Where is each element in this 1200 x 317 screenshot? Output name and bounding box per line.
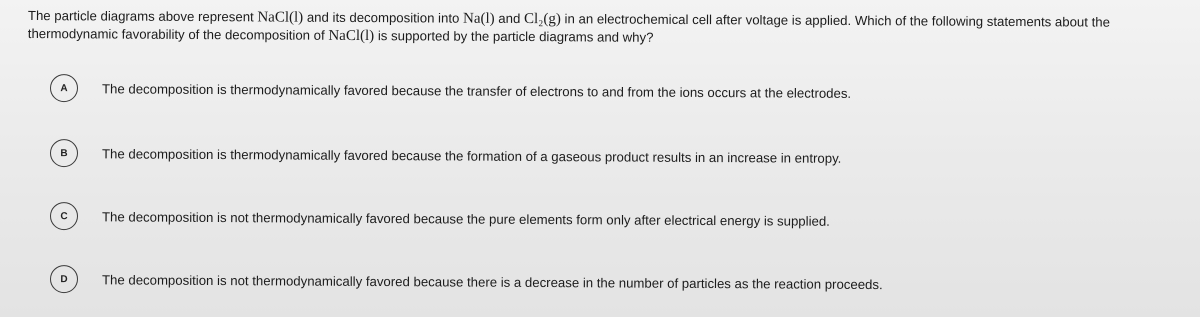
answer-option-c[interactable]: [50, 201, 1170, 238]
option-c-radio[interactable]: [50, 202, 78, 230]
answer-option-d[interactable]: [50, 264, 1170, 301]
option-c-text: The decomposition is not thermodynamically favored because the pure elements form only after electrical energy is supplied.: [101, 208, 830, 229]
option-a-text: The decomposition is thermodynamically favored because the transfer of electrons to and from the ions occurs at the electrodes.: [101, 80, 852, 101]
option-a-radio[interactable]: [50, 74, 78, 102]
question-part-2: and its decomposition into: [303, 9, 464, 26]
answer-option-b[interactable]: [50, 138, 1170, 175]
option-c-letter: C: [60, 210, 68, 222]
formula-na: Na(l): [462, 10, 495, 27]
option-b-text: The decomposition is thermodynamically favored because the formation of a gaseous product results in an increase in entropy.: [101, 145, 842, 166]
question-part-4: in an electrochemical cell after voltage is applied. Which of the following statements about the thermodynamic favorability of the decomposition of: [27, 11, 1111, 43]
option-d-radio[interactable]: [50, 265, 78, 293]
formula-cl2: Cl₂(g): [523, 11, 561, 28]
answer-option-a[interactable]: [50, 73, 1170, 110]
question-part-1: The particle diagrams above represent: [27, 7, 258, 25]
formula-nacl-2: NaCl(l): [328, 27, 375, 45]
question-text: [28, 7, 1188, 50]
formula-nacl: NaCl(l): [257, 9, 304, 26]
option-d-letter: D: [60, 273, 68, 285]
question-part-3: and: [494, 10, 525, 27]
option-d-text: The decomposition is not thermodynamically favored because there is a decrease in the number of particles as the reaction proceeds.: [101, 271, 883, 292]
option-a-letter: A: [60, 82, 68, 94]
question-part-5: is supported by the particle diagrams and why?: [374, 28, 654, 45]
option-b-letter: B: [60, 147, 68, 159]
option-b-radio[interactable]: [50, 139, 78, 167]
